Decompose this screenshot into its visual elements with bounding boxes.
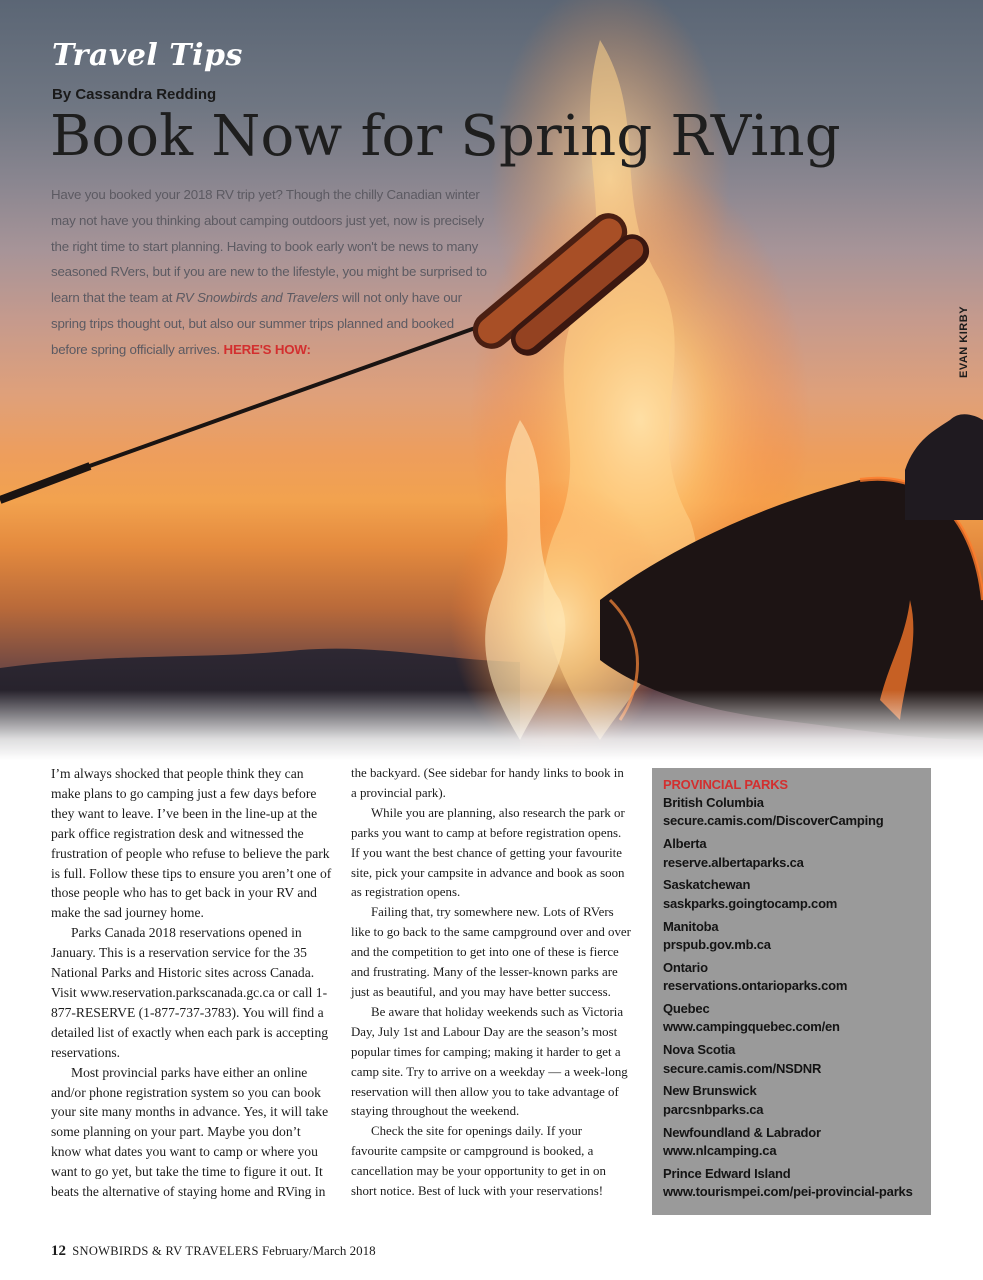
province-name: New Brunswick <box>663 1083 757 1099</box>
body-column-1 <box>51 764 333 1202</box>
trees <box>905 414 983 520</box>
park-url: www.tourismpei.com/pei-provincial-parks <box>663 1184 913 1200</box>
park-entry <box>663 1082 925 1119</box>
province-name: Nova Scotia <box>663 1042 736 1058</box>
province-name: Saskatchewan <box>663 877 751 893</box>
provincial-parks-sidebar <box>652 768 931 1215</box>
park-url: www.nlcamping.ca <box>663 1143 777 1159</box>
park-url: prspub.gov.mb.ca <box>663 937 771 953</box>
intro-call-to-action: HERE'S HOW: <box>223 341 311 357</box>
park-url: parcsnbparks.ca <box>663 1101 764 1117</box>
province-name: Manitoba <box>663 918 719 934</box>
park-url: reservations.ontarioparks.com <box>663 978 848 994</box>
intro-text-1: Have you booked your 2018 RV trip yet? Though the chilly Canadian winter may not have you thinking about camping outdoors just yet, now is precisely the right time to start planning. Having to book early won't be news to many seasoned RVers, but if you are new to the lifestyle, you might be surprised to learn that the team at <box>51 187 487 306</box>
park-url: secure.camis.com/NSDNR <box>663 1060 822 1076</box>
paragraph: Failing that, try somewhere new. Lots of RVers like to go back to the same campground over and over and the competition to get into one of these is fierce and frustrating. Many of the lesser-known parks are just as beautiful, and you may have better success. <box>351 905 631 999</box>
park-url: reserve.albertaparks.ca <box>663 854 804 870</box>
park-entry <box>663 876 925 913</box>
park-entry <box>663 1041 925 1078</box>
sidebar-entries <box>663 794 925 1206</box>
page-number: 12 <box>51 1243 66 1259</box>
province-name: Prince Edward Island <box>663 1165 791 1181</box>
intro-paragraph <box>51 182 491 363</box>
park-url: secure.camis.com/DiscoverCamping <box>663 813 884 829</box>
park-entry <box>663 959 925 996</box>
province-name: Newfoundland & Labrador <box>663 1124 821 1140</box>
paragraph: I’m always shocked that people think they can make plans to go camping just a few days before they want to leave. I’ve been in the line-up at the park office registration desk and witnessed the frustration of people who refuse to believe the park is full. Follow these tips to ensure you aren’t one of those people who has to get back in your RV and make the sad journey home. <box>51 766 332 921</box>
park-entry <box>663 794 925 831</box>
park-entry <box>663 835 925 872</box>
park-entry <box>663 1000 925 1037</box>
province-name: Alberta <box>663 836 707 852</box>
photo-credit: EVAN KIRBY <box>958 305 970 378</box>
park-url: saskparks.goingtocamp.com <box>663 895 838 911</box>
magazine-name: SNOWBIRDS & RV TRAVELERS <box>72 1244 259 1258</box>
paragraph: Parks Canada 2018 reservations opened in January. This is a reservation service for the 35 National Parks and Historic sites across Canada. Visit www.reservation.parkscanada.gc.ca or call 1-877-RESERVE (1-877-737-3783). You will find a detailed list of exactly when each park is accepting reservations. <box>51 925 329 1060</box>
sidebar-title: PROVINCIAL PARKS <box>663 777 788 792</box>
paragraph: Check the site for openings daily. If your favourite campsite or campground is booked, a cancellation may be your opportunity to get in on short notice. Best of luck with your reservations! <box>351 1124 606 1199</box>
park-entry <box>663 1165 925 1202</box>
paragraph: Be aware that holiday weekends such as Victoria Day, July 1st and Labour Day are the season’s most popular times for camping; making it harder to get a camp site. Try to arrive on a weekday — a week-long reservation will then allow you to take advantage of staying throughout the weekend. <box>351 1004 628 1119</box>
province-name: Ontario <box>663 959 708 975</box>
park-entry <box>663 1124 925 1161</box>
paragraph: the backyard. (See sidebar for handy links to book in a provincial park). <box>351 766 624 800</box>
byline: By Cassandra Redding <box>52 86 217 103</box>
park-url: www.campingquebec.com/en <box>663 1019 840 1035</box>
publication-name: RV Snowbirds and Travelers <box>175 290 339 306</box>
province-name: British Columbia <box>663 795 764 810</box>
page-footer <box>51 1243 376 1260</box>
issue-date: February/March 2018 <box>261 1243 376 1258</box>
paragraph: Most provincial parks have either an online and/or phone registration system so you can book your site many months in advance. Yes, it will take some planning on your part. Maybe you don’t know what dates you want to camp or where you want to go yet, but take the time to figure it out. It beats the alternative of staying home and RVing in <box>51 1064 329 1200</box>
section-kicker: Travel Tips <box>52 38 243 73</box>
province-name: Quebec <box>663 1001 710 1017</box>
paragraph: While you are planning, also research the park or parks you want to camp at before registration opens. If you want the best chance of getting your favourite site, pick your campsite in advance and book as soon as registration opens. <box>351 805 625 900</box>
park-entry <box>663 918 925 955</box>
intro-text-2: will not only have our spring trips thought out, but also our summer trips planned and booked before spring officially arrives. <box>51 290 462 357</box>
headline: Book Now for Spring RVing <box>50 104 841 169</box>
body-column-2 <box>351 764 631 1202</box>
photo-fade <box>0 690 983 760</box>
